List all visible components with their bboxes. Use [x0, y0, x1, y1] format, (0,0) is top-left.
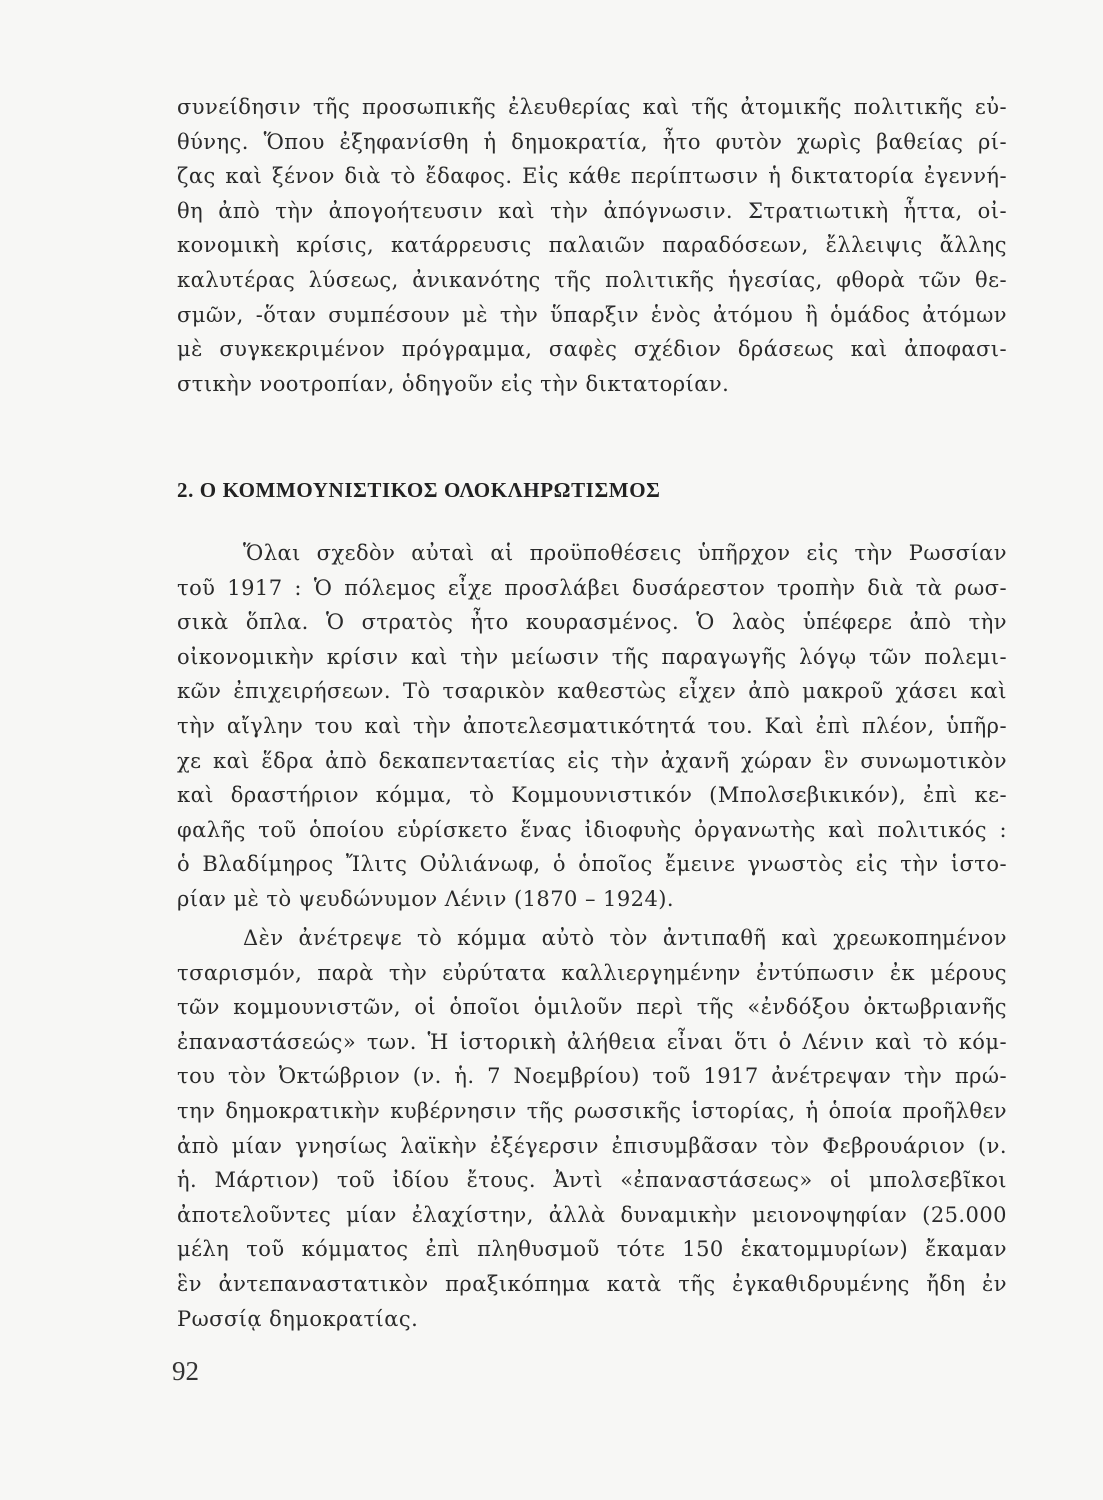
- text-line: Ρωσσίᾳ δημοκρατίας.: [177, 1306, 419, 1331]
- text-line: σικὰ ὅπλα. Ὁ στρατὸς ἦτο κουρασμένος. Ὁ λαὸς ὑπέφερε ἀπὸ τὴν: [177, 610, 1007, 635]
- text-line: ζας καὶ ξένον διὰ τὸ ἔδαφος. Εἰς κάθε περίπτωσιν ἡ δικτατορία ἐγεννή-: [177, 164, 1007, 189]
- paragraph-1: [177, 90, 1007, 401]
- text-line: φαλῆς τοῦ ὁποίου εὑρίσκετο ἕνας ἰδιοφυὴς ὀργανωτὴς καὶ πολιτικός :: [177, 817, 1007, 842]
- text-line: θη ἀπὸ τὴν ἀπογοήτευσιν καὶ τὴν ἀπόγνωσιν. Στρατιωτικὴ ἧττα, οἰ-: [177, 198, 1007, 223]
- text-line: ἡ. Μάρτιον) τοῦ ἰδίου ἔτους. Ἀντὶ «ἐπαναστάσεως» οἱ μπολσεβῖκοι: [177, 1168, 1007, 1193]
- text-line: σμῶν, -ὅταν συμπέσουν μὲ τὴν ὕπαρξιν ἑνὸς ἀτόμου ἢ ὁμάδος ἀτόμων: [177, 302, 1007, 327]
- text-line: κονομικὴ κρίσις, κατάρρευσις παλαιῶν παραδόσεων, ἔλλειψις ἄλλης: [177, 233, 1007, 258]
- text-line: τοῦ 1917 : Ὁ πόλεμος εἶχε προσλάβει δυσάρεστον τροπὴν διὰ τὰ ρωσ-: [177, 575, 1007, 600]
- page-number: 92: [172, 1356, 199, 1386]
- section-heading: 2. Ο ΚΟΜΜΟΥΝΙΣΤΙΚΟΣ ΟΛΟΚΛΗΡΩΤΙΣΜΟΣ: [177, 478, 661, 502]
- text-line: τῶν κομμουνιστῶν, οἱ ὁποῖοι ὁμιλοῦν περὶ τῆς «ἐνδόξου ὀκτωβριανῆς: [177, 995, 1007, 1020]
- text-line: οἰκονομικὴν κρίσιν καὶ τὴν μείωσιν τῆς παραγωγῆς λόγῳ τῶν πολεμι-: [177, 644, 1007, 669]
- text-line: Δὲν ἀνέτρεψε τὸ κόμμα αὐτὸ τὸν ἀντιπαθῆ καὶ χρεωκοπημένον: [243, 926, 1007, 950]
- text-line: ἀποτελοῦντες μίαν ἐλαχίστην, ἀλλὰ δυναμικὴν μειονοψηφίαν (25.000: [177, 1202, 1007, 1227]
- text-line: συνείδησιν τῆς προσωπικῆς ἐλευθερίας καὶ τῆς ἀτομικῆς πολιτικῆς εὐ-: [177, 95, 1007, 119]
- text-line: θύνης. Ὅπου ἐξηφανίσθη ἡ δημοκρατία, ἦτο φυτὸν χωρὶς βαθείας ρί-: [177, 129, 1007, 154]
- text-line: τσαρισμόν, παρὰ τὴν εὐρύτατα καλλιεργημένην ἐντύπωσιν ἐκ μέρους: [177, 960, 1007, 985]
- text-line: την δημοκρατικὴν κυβέρνησιν τῆς ρωσσικῆς ἱστορίας, ἡ ὁποία προῆλθεν: [177, 1098, 1007, 1123]
- text-line: του τὸν Ὀκτώβριον (ν. ἡ. 7 Νοεμβρίου) τοῦ 1917 ἀνέτρεψαν τὴν πρώ-: [177, 1064, 1007, 1089]
- paragraph-2: [177, 536, 1007, 917]
- text-line: χε καὶ ἕδρα ἀπὸ δεκαπενταετίας εἰς τὴν ἀχανῆ χώραν ἓν συνωμοτικὸν: [177, 748, 1007, 773]
- text-line: στικὴν νοοτροπίαν, ὁδηγοῦν εἰς τὴν δικτατορίαν.: [177, 371, 730, 396]
- text-line: ὁ Βλαδίμηρος Ἴλιτς Οὐλιάνωφ, ὁ ὁποῖος ἔμεινε γνωστὸς εἰς τὴν ἱστο-: [177, 852, 1007, 877]
- text-line: ἀπὸ μίαν γνησίως λαϊκὴν ἐξέγερσιν ἐπισυμβᾶσαν τὸν Φεβρουάριον (ν.: [177, 1133, 1007, 1158]
- text-line: καὶ δραστήριον κόμμα, τὸ Κομμουνιστικόν (Μπολσεβικικόν), ἐπὶ κε-: [177, 783, 1007, 808]
- text-line: ἓν ἀντεπαναστατικὸν πραξικόπημα κατὰ τῆς ἐγκαθιδρυμένης ἤδη ἐν: [177, 1271, 1007, 1296]
- text-line: ἐπαναστάσεώς» των. Ἡ ἱστορικὴ ἀλήθεια εἶναι ὅτι ὁ Λένιν καὶ τὸ κόμ-: [177, 1029, 1007, 1054]
- text-line: κῶν ἐπιχειρήσεων. Τὸ τσαρικὸν καθεστὼς εἶχεν ἀπὸ μακροῦ χάσει καὶ: [177, 679, 1007, 704]
- text-line: μέλη τοῦ κόμματος ἐπὶ πληθυσμοῦ τότε 150 ἑκατομμυρίων) ἔκαμαν: [177, 1237, 1007, 1262]
- text-line: ρίαν μὲ τὸ ψευδώνυμον Λένιν (1870 – 1924).: [177, 886, 675, 911]
- paragraph-3: [177, 921, 1007, 1336]
- text-line: καλυτέρας λύσεως, ἀνικανότης τῆς πολιτικῆς ἡγεσίας, φθορὰ τῶν θε-: [177, 267, 1007, 292]
- text-line: μὲ συγκεκριμένον πρόγραμμα, σαφὲς σχέδιον δράσεως καὶ ἀποφασι-: [177, 337, 1007, 362]
- text-line: τὴν αἴγλην του καὶ τὴν ἀποτελεσματικότητά του. Καὶ ἐπὶ πλέον, ὑπῆρ-: [177, 713, 1007, 738]
- text-line: Ὅλαι σχεδὸν αὐταὶ αἱ προϋποθέσεις ὑπῆρχον εἰς τὴν Ρωσσίαν: [243, 541, 1007, 565]
